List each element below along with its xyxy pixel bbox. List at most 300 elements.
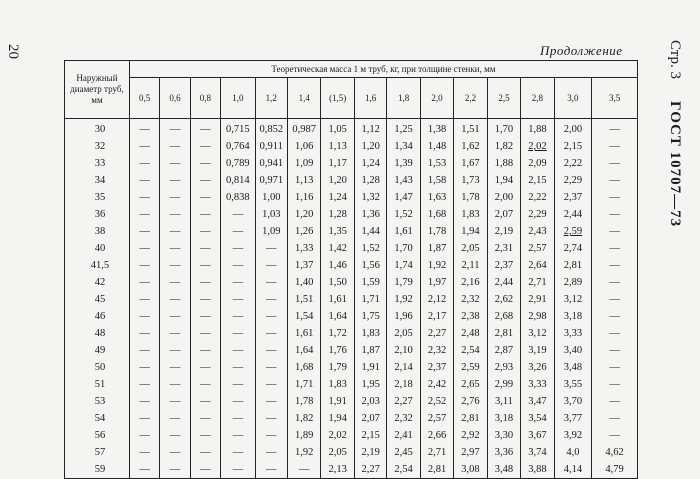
mass-cell: — — [129, 223, 159, 240]
mass-cell: 1,64 — [321, 308, 354, 325]
mass-cell: 2,17 — [420, 308, 453, 325]
mass-cell: — — [160, 393, 190, 410]
mass-cell: 1,46 — [321, 257, 354, 274]
mass-cell: — — [592, 359, 638, 376]
mass-cell: 1,94 — [454, 223, 487, 240]
mass-cell: — — [592, 291, 638, 308]
mass-cell: — — [160, 444, 190, 461]
mass-cell: — — [129, 359, 159, 376]
mass-cell: 1,71 — [288, 376, 321, 393]
diameter-cell: 50 — [65, 359, 130, 376]
mass-cell: — — [221, 410, 255, 427]
page-number: 20 — [5, 44, 21, 59]
mass-cell: 2,07 — [354, 410, 386, 427]
mass-cell: 2,57 — [521, 240, 554, 257]
mass-cell: 2,81 — [454, 410, 487, 427]
diameter-cell: 49 — [65, 342, 130, 359]
mass-cell: 1,62 — [454, 138, 487, 155]
thickness-header: 1,4 — [288, 78, 321, 119]
mass-cell: — — [190, 410, 220, 427]
mass-cell: 4,0 — [554, 444, 592, 461]
mass-cell: — — [255, 444, 287, 461]
mass-cell: 2,13 — [321, 461, 354, 479]
mass-cell: — — [592, 119, 638, 139]
mass-cell: — — [160, 291, 190, 308]
mass-cell: 2,22 — [554, 155, 592, 172]
table-row — [65, 376, 638, 393]
mass-cell: — — [190, 308, 220, 325]
mass-cell: 1,83 — [354, 325, 386, 342]
mass-cell: 1,48 — [420, 138, 453, 155]
mass-cell: 1,50 — [321, 274, 354, 291]
mass-cell: — — [129, 410, 159, 427]
diameter-cell: 41,5 — [65, 257, 130, 274]
mass-cell: 1,32 — [354, 189, 386, 206]
mass-cell: — — [255, 427, 287, 444]
mass-cell: 3,11 — [487, 393, 520, 410]
table-row — [65, 308, 638, 325]
standard-number: ГОСТ 10707—73 — [667, 101, 683, 228]
mass-cell: 3,30 — [487, 427, 520, 444]
mass-cell: — — [190, 138, 220, 155]
mass-cell: — — [592, 189, 638, 206]
mass-cell: 2,29 — [521, 206, 554, 223]
mass-cell: 1,37 — [288, 257, 321, 274]
mass-cell: — — [129, 393, 159, 410]
mass-cell: 1,24 — [321, 189, 354, 206]
mass-cell: — — [129, 257, 159, 274]
table-row — [65, 119, 638, 139]
diameter-cell: 59 — [65, 461, 130, 479]
mass-cell: 1,82 — [487, 138, 520, 155]
mass-cell: 2,52 — [420, 393, 453, 410]
mass-cell: 2,32 — [454, 291, 487, 308]
mass-cell: 4,62 — [592, 444, 638, 461]
mass-cell: 1,20 — [321, 172, 354, 189]
table-row — [65, 342, 638, 359]
mass-cell: — — [255, 325, 287, 342]
thickness-header: 3,0 — [554, 78, 592, 119]
table-row — [65, 240, 638, 257]
mass-cell: — — [190, 189, 220, 206]
mass-cell: — — [160, 427, 190, 444]
mass-cell: — — [129, 444, 159, 461]
mass-cell: 2,02 — [521, 138, 554, 155]
thickness-header: 2,2 — [454, 78, 487, 119]
thickness-header: 1,8 — [387, 78, 420, 119]
diameter-cell: 45 — [65, 291, 130, 308]
mass-cell: — — [190, 393, 220, 410]
table-row — [65, 410, 638, 427]
mass-cell: 3,40 — [554, 342, 592, 359]
mass-cell: 1,68 — [288, 359, 321, 376]
mass-table — [64, 60, 638, 479]
mass-cell: — — [592, 274, 638, 291]
mass-cell: — — [221, 240, 255, 257]
diameter-cell: 48 — [65, 325, 130, 342]
mass-cell: 1,74 — [387, 257, 420, 274]
mass-cell: 2,05 — [387, 325, 420, 342]
mass-cell: 3,26 — [521, 359, 554, 376]
mass-cell: — — [160, 155, 190, 172]
mass-cell: — — [190, 427, 220, 444]
mass-cell: 2,18 — [387, 376, 420, 393]
mass-cell: 2,29 — [554, 172, 592, 189]
mass-cell: 1,44 — [354, 223, 386, 240]
mass-cell: — — [129, 308, 159, 325]
diameter-cell: 46 — [65, 308, 130, 325]
mass-cell: 2,92 — [454, 427, 487, 444]
thickness-header: 0,8 — [190, 78, 220, 119]
mass-cell: — — [221, 274, 255, 291]
mass-cell: 1,47 — [387, 189, 420, 206]
mass-cell: 1,40 — [288, 274, 321, 291]
mass-cell: 1,09 — [288, 155, 321, 172]
mass-cell: — — [129, 240, 159, 257]
mass-cell: — — [160, 138, 190, 155]
mass-cell: — — [160, 257, 190, 274]
mass-cell: — — [190, 274, 220, 291]
mass-cell: — — [592, 342, 638, 359]
table-row — [65, 427, 638, 444]
mass-cell: 2,93 — [487, 359, 520, 376]
mass-cell: 1,92 — [387, 291, 420, 308]
mass-cell: 2,38 — [454, 308, 487, 325]
mass-cell: 2,02 — [321, 427, 354, 444]
mass-cell: — — [221, 257, 255, 274]
mass-cell: — — [129, 155, 159, 172]
thickness-header: 1,6 — [354, 78, 386, 119]
mass-cell: 0,852 — [255, 119, 287, 139]
diameter-cell: 56 — [65, 427, 130, 444]
mass-cell: 3,48 — [554, 359, 592, 376]
table-row — [65, 257, 638, 274]
mass-cell: 2,99 — [487, 376, 520, 393]
mass-cell: 1,96 — [387, 308, 420, 325]
mass-cell: — — [160, 223, 190, 240]
mass-cell: 2,91 — [521, 291, 554, 308]
mass-cell: 1,79 — [321, 359, 354, 376]
mass-cell: — — [190, 444, 220, 461]
running-head — [666, 40, 684, 227]
mass-cell: 1,06 — [288, 138, 321, 155]
mass-cell: 2,37 — [487, 257, 520, 274]
mass-cell: — — [221, 342, 255, 359]
mass-cell: — — [160, 410, 190, 427]
mass-cell: 4,79 — [592, 461, 638, 479]
mass-cell: — — [221, 206, 255, 223]
mass-cell: — — [255, 410, 287, 427]
mass-cell: 2,44 — [487, 274, 520, 291]
mass-cell: 2,54 — [387, 461, 420, 479]
mass-cell: 1,17 — [321, 155, 354, 172]
mass-cell: 1,91 — [321, 393, 354, 410]
table-row — [65, 138, 638, 155]
mass-cell: — — [190, 155, 220, 172]
mass-cell: 0,971 — [255, 172, 287, 189]
mass-cell: 2,97 — [454, 444, 487, 461]
thickness-header: 2,0 — [420, 78, 453, 119]
diameter-cell: 38 — [65, 223, 130, 240]
mass-cell: 3,33 — [554, 325, 592, 342]
mass-cell: 1,78 — [288, 393, 321, 410]
mass-cell: 1,16 — [288, 189, 321, 206]
mass-cell: — — [221, 308, 255, 325]
mass-cell: 2,00 — [487, 189, 520, 206]
mass-cell: 1,05 — [321, 119, 354, 139]
mass-cell: 1,36 — [354, 206, 386, 223]
diameter-cell: 57 — [65, 444, 130, 461]
mass-cell: 1,13 — [321, 138, 354, 155]
mass-cell: 2,65 — [454, 376, 487, 393]
mass-cell: — — [129, 342, 159, 359]
mass-cell: 2,71 — [420, 444, 453, 461]
mass-cell: — — [190, 257, 220, 274]
mass-cell: 1,20 — [288, 206, 321, 223]
mass-cell: 2,07 — [487, 206, 520, 223]
mass-cell: 2,59 — [454, 359, 487, 376]
mass-cell: — — [129, 461, 159, 479]
mass-cell: — — [190, 240, 220, 257]
mass-cell: 1,09 — [255, 223, 287, 240]
diameter-cell: 32 — [65, 138, 130, 155]
thickness-header-row — [65, 78, 638, 119]
mass-cell: 3,12 — [554, 291, 592, 308]
mass-cell: — — [160, 359, 190, 376]
mass-cell: 2,37 — [420, 359, 453, 376]
mass-cell: — — [190, 172, 220, 189]
mass-cell: — — [255, 461, 287, 479]
table-row — [65, 274, 638, 291]
mass-cell: 3,19 — [521, 342, 554, 359]
mass-cell: 3,36 — [487, 444, 520, 461]
mass-cell: 3,67 — [521, 427, 554, 444]
diameter-header: Наружный диаметр труб, мм — [65, 61, 130, 119]
diameter-cell: 35 — [65, 189, 130, 206]
mass-cell: 1,87 — [354, 342, 386, 359]
mass-cell: — — [160, 206, 190, 223]
mass-cell: 2,66 — [420, 427, 453, 444]
table-row — [65, 325, 638, 342]
table-row — [65, 291, 638, 308]
mass-cell: 2,00 — [554, 119, 592, 139]
mass-cell: 1,72 — [321, 325, 354, 342]
mass-cell: 1,13 — [288, 172, 321, 189]
mass-cell: 3,33 — [521, 376, 554, 393]
mass-cell: — — [592, 427, 638, 444]
mass-cell: 2,41 — [387, 427, 420, 444]
thickness-header: 0,5 — [129, 78, 159, 119]
mass-cell: 0,987 — [288, 119, 321, 139]
mass-cell: 2,19 — [354, 444, 386, 461]
mass-cell: — — [288, 461, 321, 479]
table-row — [65, 359, 638, 376]
mass-cell: — — [160, 325, 190, 342]
mass-cell: 1,73 — [454, 172, 487, 189]
mass-cell: — — [221, 359, 255, 376]
mass-cell: — — [160, 240, 190, 257]
mass-cell: 0,911 — [255, 138, 287, 155]
table-row — [65, 155, 638, 172]
mass-cell: 1,78 — [454, 189, 487, 206]
mass-cell: — — [592, 257, 638, 274]
mass-cell: — — [255, 257, 287, 274]
mass-cell: 1,43 — [387, 172, 420, 189]
mass-cell: 1,83 — [454, 206, 487, 223]
mass-cell: 3,88 — [521, 461, 554, 479]
mass-cell: 1,88 — [487, 155, 520, 172]
mass-cell: 2,59 — [554, 223, 592, 240]
mass-cell: 0,789 — [221, 155, 255, 172]
mass-cell: 1,54 — [288, 308, 321, 325]
thickness-header: 2,8 — [521, 78, 554, 119]
mass-cell: — — [592, 240, 638, 257]
table-row — [65, 444, 638, 461]
mass-cell: 1,35 — [321, 223, 354, 240]
thickness-header: 2,5 — [487, 78, 520, 119]
mass-cell: — — [129, 206, 159, 223]
mass-cell: — — [129, 376, 159, 393]
mass-cell: — — [129, 427, 159, 444]
mass-cell: 2,22 — [521, 189, 554, 206]
table-row — [65, 206, 638, 223]
mass-cell: 2,19 — [487, 223, 520, 240]
mass-cell: 0,764 — [221, 138, 255, 155]
mass-cell: 2,12 — [420, 291, 453, 308]
mass-cell: 1,70 — [487, 119, 520, 139]
diameter-cell: 54 — [65, 410, 130, 427]
mass-cell: 2,43 — [521, 223, 554, 240]
mass-cell: 1,28 — [321, 206, 354, 223]
mass-cell: 2,31 — [487, 240, 520, 257]
mass-cell: — — [160, 274, 190, 291]
mass-cell: 1,51 — [454, 119, 487, 139]
mass-cell: 1,03 — [255, 206, 287, 223]
mass-cell: 2,37 — [554, 189, 592, 206]
mass-cell: 2,03 — [354, 393, 386, 410]
mass-cell: — — [255, 393, 287, 410]
mass-cell: — — [129, 274, 159, 291]
mass-cell: — — [255, 359, 287, 376]
mass-cell: 2,27 — [420, 325, 453, 342]
table-row — [65, 172, 638, 189]
mass-cell: 1,42 — [321, 240, 354, 257]
mass-cell: 1,52 — [354, 240, 386, 257]
mass-cell: 3,47 — [521, 393, 554, 410]
mass-cell: — — [129, 325, 159, 342]
mass-cell: — — [160, 308, 190, 325]
mass-cell: 1,79 — [387, 274, 420, 291]
thickness-header: (1,5) — [321, 78, 354, 119]
mass-cell: — — [190, 461, 220, 479]
mass-cell: — — [221, 393, 255, 410]
mass-cell: — — [592, 393, 638, 410]
diameter-cell: 51 — [65, 376, 130, 393]
mass-cell: 1,76 — [321, 342, 354, 359]
mass-cell: 1,92 — [420, 257, 453, 274]
mass-cell: 1,63 — [420, 189, 453, 206]
mass-cell: 2,11 — [454, 257, 487, 274]
mass-cell: 2,89 — [554, 274, 592, 291]
mass-cell: 2,74 — [554, 240, 592, 257]
mass-cell: — — [190, 359, 220, 376]
table-row — [65, 189, 638, 206]
thickness-header: 3,5 — [592, 78, 638, 119]
diameter-cell: 33 — [65, 155, 130, 172]
mass-cell: 1,26 — [288, 223, 321, 240]
mass-cell: 3,92 — [554, 427, 592, 444]
mass-cell: 1,92 — [288, 444, 321, 461]
table-body — [65, 119, 638, 479]
table-row — [65, 461, 638, 479]
diameter-cell: 53 — [65, 393, 130, 410]
mass-cell: 1,71 — [354, 291, 386, 308]
mass-cell: — — [129, 119, 159, 139]
mass-cell: 3,12 — [521, 325, 554, 342]
mass-cell: 3,55 — [554, 376, 592, 393]
mass-cell: 1,58 — [420, 172, 453, 189]
mass-cell: — — [160, 119, 190, 139]
mass-cell: — — [221, 461, 255, 479]
diameter-cell: 30 — [65, 119, 130, 139]
mass-cell: 2,44 — [554, 206, 592, 223]
mass-cell: 1,38 — [420, 119, 453, 139]
mass-cell: 1,82 — [288, 410, 321, 427]
mass-cell: 1,94 — [487, 172, 520, 189]
diameter-cell: 34 — [65, 172, 130, 189]
mass-cell: 2,81 — [487, 325, 520, 342]
mass-cell: 1,70 — [387, 240, 420, 257]
mass-cell: — — [221, 223, 255, 240]
mass-cell: 1,75 — [354, 308, 386, 325]
mass-cell: — — [592, 325, 638, 342]
mass-cell: 2,64 — [521, 257, 554, 274]
mass-cell: 1,88 — [521, 119, 554, 139]
mass-cell: 3,54 — [521, 410, 554, 427]
mass-cell: — — [255, 342, 287, 359]
mass-cell: 1,87 — [420, 240, 453, 257]
mass-cell: — — [255, 240, 287, 257]
mass-cell: — — [221, 376, 255, 393]
mass-cell: — — [592, 138, 638, 155]
mass-cell: 2,32 — [420, 342, 453, 359]
mass-cell: 1,25 — [387, 119, 420, 139]
mass-cell: — — [160, 461, 190, 479]
mass-cell: 0,715 — [221, 119, 255, 139]
mass-cell: 4,14 — [554, 461, 592, 479]
diameter-cell: 40 — [65, 240, 130, 257]
mass-cell: 2,09 — [521, 155, 554, 172]
mass-cell: 2,15 — [554, 138, 592, 155]
continuation-heading: Продолжение — [540, 43, 623, 58]
mass-cell: 1,20 — [354, 138, 386, 155]
mass-cell: 1,89 — [288, 427, 321, 444]
mass-cell: 2,57 — [420, 410, 453, 427]
mass-cell: — — [190, 376, 220, 393]
mass-cell: — — [592, 308, 638, 325]
mass-cell: 1,97 — [420, 274, 453, 291]
mass-cell: 2,05 — [454, 240, 487, 257]
mass-cell: — — [592, 172, 638, 189]
mass-cell: 2,14 — [387, 359, 420, 376]
mass-cell: — — [190, 223, 220, 240]
table-row — [65, 393, 638, 410]
mass-cell: — — [129, 172, 159, 189]
mass-cell: 3,70 — [554, 393, 592, 410]
mass-cell: 2,76 — [454, 393, 487, 410]
mass-cell: 2,10 — [387, 342, 420, 359]
mass-cell: 2,27 — [354, 461, 386, 479]
